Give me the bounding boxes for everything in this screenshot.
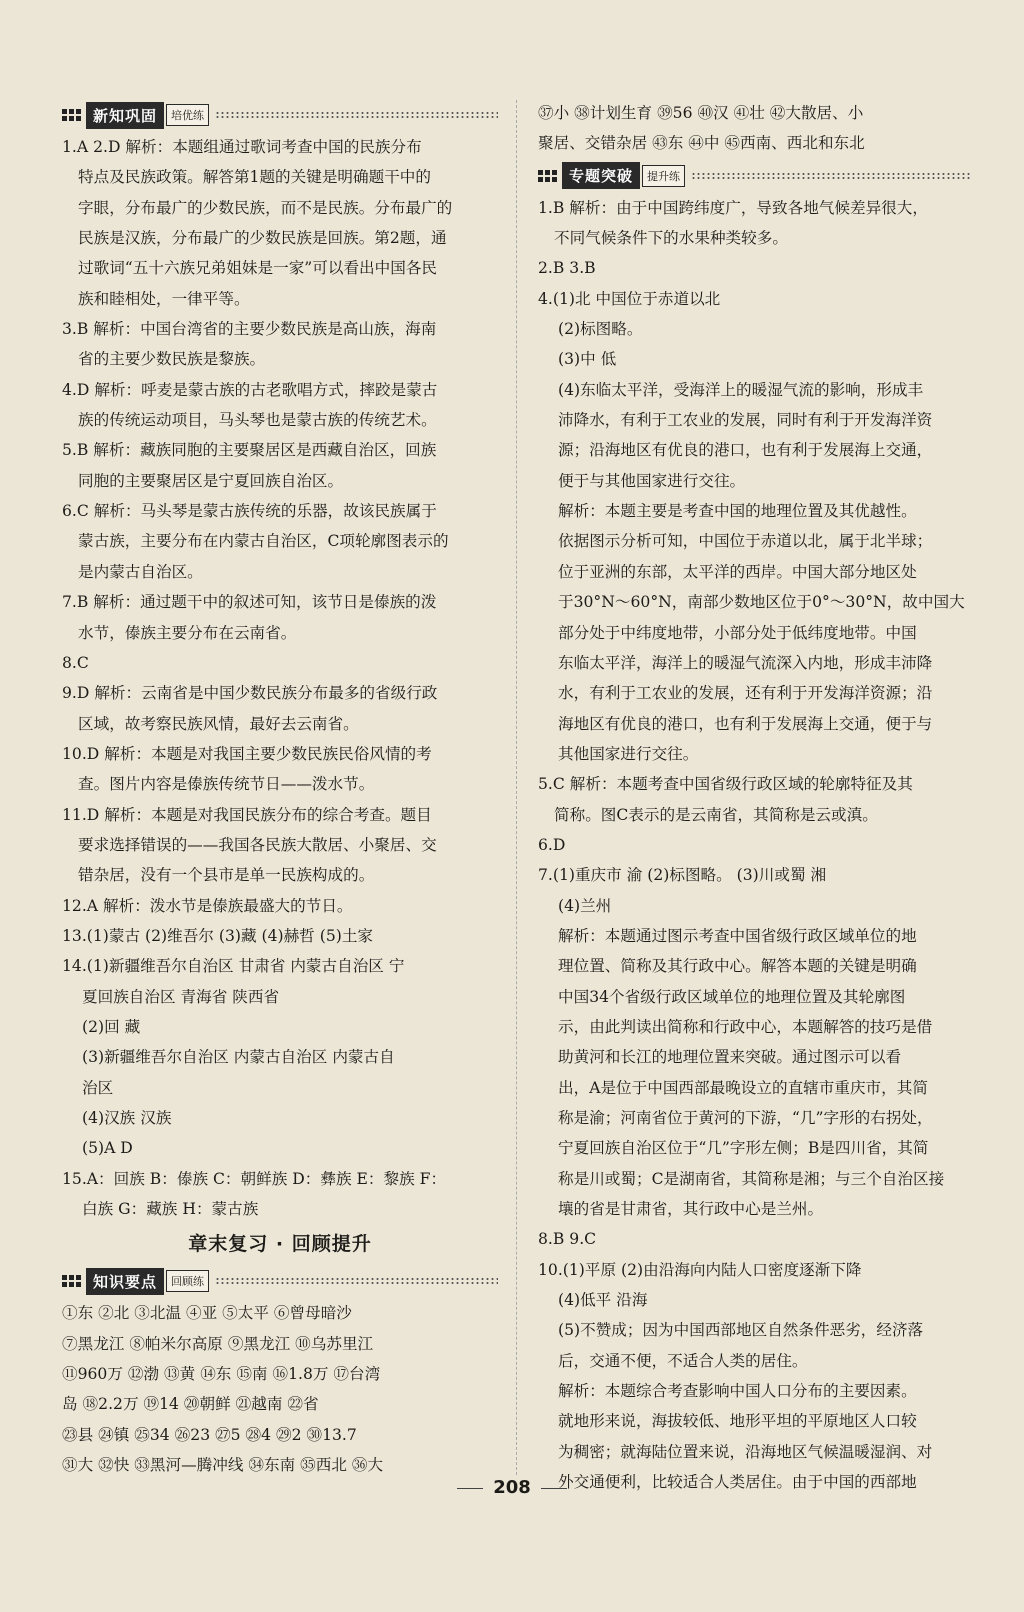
text-line: 4.D 解析：呼麦是蒙古族的古老歌唱方式，摔跤是蒙古 <box>62 380 438 399</box>
text-line: 理位置、简称及其行政中心。解答本题的关键是明确 <box>558 957 917 976</box>
right-column <box>538 98 970 1497</box>
section-tag: 回顾练 <box>166 1270 209 1292</box>
page-number-dash <box>541 1488 567 1489</box>
text-line: 14.(1)新疆维吾尔自治区 甘肃省 内蒙古自治区 宁 <box>62 957 405 976</box>
text-line: (3)中 低 <box>558 350 617 369</box>
text-line: 1.A 2.D 解析：本题组通过歌词考查中国的民族分布 <box>62 138 422 156</box>
text-line: 特点及民族政策。解答第1题的关键是明确题干中的 <box>78 168 431 187</box>
section-header-zhuanti <box>538 161 970 191</box>
text-line: (4)兰州 <box>558 896 612 915</box>
text-line: ⑪960万 ⑫渤 ⑬黄 ⑭东 ⑮南 ⑯1.8万 ⑰台湾 <box>62 1365 381 1384</box>
text-line: 查。图片内容是傣族传统节日——泼水节。 <box>78 775 375 794</box>
text-line: 10.D 解析：本题是对我国主要少数民族民俗风情的考 <box>62 744 432 763</box>
text-line: 简称。图C表示的是云南省，其简称是云或滇。 <box>554 805 878 824</box>
section-tag: 提升练 <box>642 165 685 187</box>
text-line: (4)东临太平洋，受海洋上的暖湿气流的影响，形成丰 <box>558 380 924 399</box>
text-line: 6.C 解析：马头琴是蒙古族传统的乐器，故该民族属于 <box>62 502 437 521</box>
text-line: 4.(1)北 中国位于赤道以北 <box>538 289 721 308</box>
text-line: 5.B 解析：藏族同胞的主要聚居区是西藏自治区，回族 <box>62 441 437 460</box>
text-line: 于30°N～60°N，南部少数地区位于0°～30°N，故中国大 <box>558 593 965 612</box>
text-line: 壤的省是甘肃省，其行政中心是兰州。 <box>558 1200 824 1219</box>
text-line: 是内蒙古自治区。 <box>78 562 203 581</box>
section-tag: 培优练 <box>166 104 209 126</box>
column-divider <box>516 100 517 1475</box>
text-line: 蒙古族，主要分布在内蒙古自治区，C项轮廓图表示的 <box>78 532 449 551</box>
text-line: 为稠密；就海陆位置来说，沿海地区气候温暖湿润、对 <box>558 1442 933 1461</box>
text-line: 5.C 解析：本题考查中国省级行政区域的轮廓特征及其 <box>538 775 913 794</box>
page-number-text: 208 <box>493 1477 531 1498</box>
text-line: 解析：本题通过图示考查中国省级行政区域单位的地 <box>558 926 917 945</box>
text-line: 后，交通不便，不适合人类的居住。 <box>558 1351 808 1370</box>
text-line: 族和睦相处，一律平等。 <box>78 289 250 308</box>
text-line: 9.D 解析：云南省是中国少数民族分布最多的省级行政 <box>62 684 438 703</box>
text-line: 要求选择错误的——我国各民族大散居、小聚居、交 <box>78 835 437 854</box>
text-line: ㉓县 ㉔镇 ㉕34 ㉖23 ㉗5 ㉘4 ㉙2 ㉚13.7 <box>62 1425 357 1444</box>
text-line: 10.(1)平原 (2)由沿海向内陆人口密度逐渐下降 <box>538 1260 862 1279</box>
grid-icon <box>538 170 557 182</box>
text-line: 出，A是位于中国西部最晚设立的直辖市重庆市，其简 <box>558 1078 928 1097</box>
text-line: 族的传统运动项目，马头琴也是蒙古族的传统艺术。 <box>78 411 437 430</box>
text-line: 解析：本题综合考查影响中国人口分布的主要因素。 <box>558 1382 917 1401</box>
section-title: 专题突破 <box>562 162 640 189</box>
answers-zhishi <box>62 1298 498 1480</box>
text-line: 8.B 9.C <box>538 1230 597 1249</box>
text-line: 夏回族自治区 青海省 陕西省 <box>82 987 280 1006</box>
text-line: 3.B 解析：中国台湾省的主要少数民族是高山族，海南 <box>62 320 437 339</box>
text-line: (3)新疆维吾尔自治区 内蒙古自治区 内蒙古自 <box>82 1048 395 1067</box>
text-line: 13.(1)蒙古 (2)维吾尔 (3)藏 (4)赫哲 (5)土家 <box>62 926 374 945</box>
text-line: 东临太平洋，海洋上的暖湿气流深入内地，形成丰沛降 <box>558 653 933 672</box>
text-line: 省的主要少数民族是黎族。 <box>78 350 266 369</box>
text-line: 沛降水，有利于工农业的发展，同时有利于开发海洋资 <box>558 411 933 430</box>
answers-xinzhi <box>62 132 498 1224</box>
page-number-dash <box>457 1488 483 1489</box>
text-line: ①东 ②北 ③北温 ④亚 ⑤太平 ⑥曾母暗沙 <box>62 1304 352 1323</box>
text-line: 白族 G：藏族 H：蒙古族 <box>82 1200 259 1219</box>
text-line: 解析：本题主要是考查中国的地理位置及其优越性。 <box>558 502 917 521</box>
text-line: 便于与其他国家进行交往。 <box>558 471 746 490</box>
text-line: 民族是汉族，分布最广的少数民族是回族。第2题，通 <box>78 229 447 248</box>
text-line: 6.D <box>538 835 566 854</box>
text-line: 8.C <box>62 653 89 672</box>
text-line: 部分处于中纬度地带，小部分处于低纬度地带。中国 <box>558 623 917 642</box>
text-line: ㉛大 ㉜快 ㉝黑河—腾冲线 ㉞东南 ㉟西北 ㊱大 <box>62 1456 384 1475</box>
text-line: 7.B 解析：通过题干中的叙述可知，该节日是傣族的泼 <box>62 593 437 612</box>
text-line: 12.A 解析：泼水节是傣族最盛大的节日。 <box>62 896 353 915</box>
text-line: 中国34个省级行政区域单位的地理位置及其轮廓图 <box>558 987 906 1006</box>
text-line: (2)标图略。 <box>558 320 643 339</box>
text-line: 其他国家进行交往。 <box>558 744 699 763</box>
text-line: 2.B 3.B <box>538 259 596 278</box>
dotted-rule <box>215 111 498 119</box>
text-line: (4)低平 沿海 <box>558 1291 648 1310</box>
text-line: (5)不赞成；因为中国西部地区自然条件恶劣，经济落 <box>558 1321 924 1340</box>
text-line: 称是渝；河南省位于黄河的下游，“几”字形的右拐处， <box>558 1109 933 1127</box>
text-line: 水节，傣族主要分布在云南省。 <box>78 623 297 642</box>
text-line: ⑦黑龙江 ⑧帕米尔高原 ⑨黑龙江 ⑩乌苏里江 <box>62 1334 374 1353</box>
text-line: 岛 ⑱2.2万 ⑲14 ⑳朝鲜 ㉑越南 ㉒省 <box>62 1395 319 1414</box>
text-line: 宁夏回族自治区位于“几”字形左侧；B是四川省，其简 <box>558 1139 929 1158</box>
text-line: 聚居、交错杂居 ㊸东 ㊹中 ㊺西南、西北和东北 <box>538 134 865 153</box>
chapter-title: 章末复习 · 回顾提升 <box>188 1233 372 1256</box>
text-line: 区域，故考察民族风情，最好去云南省。 <box>78 714 359 733</box>
text-line: 就地形来说，海拔较低、地形平坦的平原地区人口较 <box>558 1412 917 1431</box>
text-line: 治区 <box>82 1078 114 1097</box>
text-line: (2)回 藏 <box>82 1017 141 1036</box>
text-line: 错杂居，没有一个县市是单一民族构成的。 <box>78 866 375 885</box>
text-line: 过歌词“五十六族兄弟姐妹是一家”可以看出中国各民 <box>78 259 438 278</box>
left-column <box>62 98 498 1480</box>
page-number <box>0 1477 1024 1498</box>
text-line: 位于亚洲的东部，太平洋的西岸。中国大部分地区处 <box>558 562 917 581</box>
grid-icon <box>62 109 81 121</box>
text-line: (5)A D <box>82 1139 133 1158</box>
text-line: 助黄河和长江的地理位置来突破。通过图示可以看 <box>558 1048 902 1067</box>
text-line: 依据图示分析可知，中国位于赤道以北，属于北半球； <box>558 532 933 551</box>
text-line: 11.D 解析：本题是对我国民族分布的综合考查。题目 <box>62 805 432 824</box>
text-line: 水，有利于工农业的发展，还有利于开发海洋资源；沿 <box>558 684 933 703</box>
text-line: 外交通便利，比较适合人类居住。由于中国的西部地 <box>558 1473 917 1492</box>
grid-icon <box>62 1275 81 1287</box>
text-line: 15.A：回族 B：傣族 C：朝鲜族 D：彝族 E：黎族 F： <box>62 1169 447 1188</box>
text-line: 同胞的主要聚居区是宁夏回族自治区。 <box>78 471 344 490</box>
text-line: 1.B 解析：由于中国跨纬度广，导致各地气候差异很大， <box>538 198 928 217</box>
section-title: 知识要点 <box>86 1268 164 1295</box>
dotted-rule <box>691 172 970 180</box>
text-line: 源；沿海地区有优良的港口，也有利于发展海上交通， <box>558 441 933 460</box>
section-header-zhishi <box>62 1266 498 1296</box>
answers-zhishi-continued <box>538 98 970 159</box>
section-header-xinzhi <box>62 100 498 130</box>
text-line: 7.(1)重庆市 渝 (2)标图略。 (3)川或蜀 湘 <box>538 866 827 885</box>
text-line: 称是川或蜀；C是湖南省，其简称是湘；与三个自治区接 <box>558 1169 945 1188</box>
text-line: (4)汉族 汉族 <box>82 1109 172 1127</box>
text-line: 字眼，分布最广的少数民族，而不是民族。分布最广的 <box>78 198 453 217</box>
text-line: 示，由此判读出简称和行政中心，本题解答的技巧是借 <box>558 1017 933 1036</box>
text-line: 不同气候条件下的水果种类较多。 <box>554 229 788 248</box>
dotted-rule <box>215 1277 498 1285</box>
section-title: 新知巩固 <box>86 102 164 129</box>
text-line: ㊲小 ㊳计划生育 ㊴56 ㊵汉 ㊶壮 ㊷大散居、小 <box>538 104 864 122</box>
answers-zhuanti <box>538 193 970 1498</box>
text-line: 海地区有优良的港口，也有利于发展海上交通，便于与 <box>558 714 933 733</box>
